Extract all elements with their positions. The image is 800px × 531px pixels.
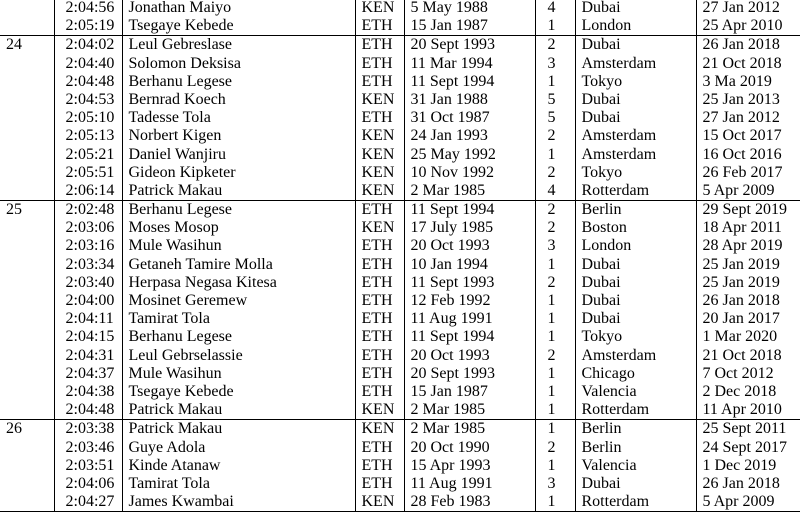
nationality-cell: ETH [355,475,404,493]
place-cell: 1 [535,401,575,420]
venue-cell: Amsterdam [575,146,696,164]
venue-cell: Tokyo [575,164,696,182]
age-group-cell [0,274,54,292]
age-group-cell [0,109,54,127]
birth-date-cell: 11 Sept 1994 [404,73,535,91]
place-cell: 4 [535,182,575,201]
race-date-cell: 2 Dec 2018 [696,383,800,401]
place-cell: 1 [535,73,575,91]
race-date-cell: 25 Sept 2011 [696,420,800,439]
finish-time-cell: 2:04:15 [54,328,122,346]
venue-cell: Dubai [575,256,696,274]
venue-cell: Amsterdam [575,55,696,73]
place-cell: 2 [535,439,575,457]
place-cell: 2 [535,36,575,55]
nationality-cell: ETH [355,256,404,274]
age-group-cell [0,475,54,493]
athlete-name-cell: Gideon Kipketer [122,164,355,182]
table-row [0,439,800,457]
place-cell: 1 [535,457,575,475]
venue-cell: Dubai [575,109,696,127]
race-date-cell: 25 Apr 2010 [696,17,800,36]
place-cell: 1 [535,17,575,36]
venue-cell: Berlin [575,201,696,220]
birth-date-cell: 20 Oct 1993 [404,237,535,255]
finish-time-cell: 2:03:16 [54,237,122,255]
venue-cell: Valencia [575,457,696,475]
finish-time-cell: 2:03:40 [54,274,122,292]
birth-date-cell: 11 Sept 1993 [404,274,535,292]
birth-date-cell: 20 Sept 1993 [404,36,535,55]
birth-date-cell: 17 July 1985 [404,219,535,237]
finish-time-cell: 2:02:48 [54,201,122,220]
place-cell: 1 [535,493,575,512]
finish-time-cell: 2:03:46 [54,439,122,457]
place-cell: 1 [535,328,575,346]
athlete-name-cell: Tamirat Tola [122,310,355,328]
birth-date-cell: 11 Aug 1991 [404,475,535,493]
nationality-cell: KEN [355,164,404,182]
age-group-cell: 26 [0,420,54,439]
nationality-cell: ETH [355,365,404,383]
finish-time-cell: 2:04:56 [54,0,122,17]
age-group-cell [0,219,54,237]
finish-time-cell: 2:06:14 [54,182,122,201]
nationality-cell: ETH [355,439,404,457]
place-cell: 1 [535,310,575,328]
table-row [0,17,800,36]
venue-cell: Boston [575,219,696,237]
race-date-cell: 26 Feb 2017 [696,164,800,182]
venue-cell: Dubai [575,91,696,109]
finish-time-cell: 2:04:02 [54,36,122,55]
place-cell: 1 [535,256,575,274]
table-row [0,146,800,164]
table-row [0,219,800,237]
athlete-name-cell: Patrick Makau [122,182,355,201]
age-group-cell: 25 [0,201,54,220]
birth-date-cell: 20 Sept 1993 [404,365,535,383]
athlete-name-cell: Tadesse Tola [122,109,355,127]
nationality-cell: ETH [355,274,404,292]
finish-time-cell: 2:05:13 [54,127,122,145]
race-date-cell: 3 Ma 2019 [696,73,800,91]
table-row [0,237,800,255]
place-cell: 3 [535,237,575,255]
place-cell: 3 [535,475,575,493]
athlete-name-cell: Mosinet Geremew [122,292,355,310]
nationality-cell: ETH [355,457,404,475]
race-date-cell: 15 Oct 2017 [696,127,800,145]
place-cell: 2 [535,219,575,237]
venue-cell: Amsterdam [575,127,696,145]
venue-cell: Chicago [575,365,696,383]
athlete-name-cell: Berhanu Legese [122,201,355,220]
table-row [0,256,800,274]
venue-cell: Amsterdam [575,347,696,365]
age-group-cell [0,17,54,36]
age-group-cell [0,493,54,512]
table-row [0,292,800,310]
finish-time-cell: 2:04:00 [54,292,122,310]
athlete-name-cell: Getaneh Tamire Molla [122,256,355,274]
table-row [0,493,800,512]
place-cell: 2 [535,274,575,292]
nationality-cell: KEN [355,182,404,201]
athlete-name-cell: Berhanu Legese [122,328,355,346]
table-row [0,73,800,91]
finish-time-cell: 2:04:37 [54,365,122,383]
age-group-cell [0,439,54,457]
finish-time-cell: 2:04:40 [54,55,122,73]
finish-time-cell: 2:03:06 [54,219,122,237]
birth-date-cell: 11 Mar 1994 [404,55,535,73]
finish-time-cell: 2:04:06 [54,475,122,493]
race-date-cell: 25 Jan 2019 [696,274,800,292]
athlete-name-cell: Herpasa Negasa Kitesa [122,274,355,292]
table-row [0,127,800,145]
race-date-cell: 5 Apr 2009 [696,182,800,201]
race-date-cell: 21 Oct 2018 [696,55,800,73]
place-cell: 1 [535,365,575,383]
place-cell: 1 [535,146,575,164]
athlete-name-cell: Guye Adola [122,439,355,457]
age-group-cell [0,292,54,310]
age-group-cell [0,256,54,274]
place-cell: 2 [535,201,575,220]
athlete-name-cell: Daniel Wanjiru [122,146,355,164]
venue-cell: Dubai [575,274,696,292]
race-date-cell: 27 Jan 2012 [696,109,800,127]
race-date-cell: 20 Jan 2017 [696,310,800,328]
place-cell: 1 [535,420,575,439]
age-group-cell [0,365,54,383]
race-date-cell: 11 Apr 2010 [696,401,800,420]
age-group-cell [0,55,54,73]
venue-cell: London [575,237,696,255]
table-row [0,201,800,220]
athlete-name-cell: James Kwambai [122,493,355,512]
age-group-cell [0,73,54,91]
nationality-cell: KEN [355,493,404,512]
table-row [0,36,800,55]
birth-date-cell: 11 Sept 1994 [404,201,535,220]
table-row [0,55,800,73]
venue-cell: Dubai [575,292,696,310]
venue-cell: Berlin [575,420,696,439]
age-group-cell [0,457,54,475]
nationality-cell: KEN [355,0,404,17]
table-row [0,164,800,182]
venue-cell: Dubai [575,310,696,328]
table-row [0,365,800,383]
nationality-cell: ETH [355,55,404,73]
table-row [0,310,800,328]
finish-time-cell: 2:04:48 [54,401,122,420]
birth-date-cell: 5 May 1988 [404,0,535,17]
table-row [0,91,800,109]
place-cell: 2 [535,127,575,145]
athlete-name-cell: Norbert Kigen [122,127,355,145]
birth-date-cell: 15 Apr 1993 [404,457,535,475]
race-date-cell: 28 Apr 2019 [696,237,800,255]
birth-date-cell: 11 Aug 1991 [404,310,535,328]
nationality-cell: KEN [355,146,404,164]
athlete-name-cell: Mule Wasihun [122,365,355,383]
birth-date-cell: 12 Feb 1992 [404,292,535,310]
race-date-cell: 24 Sept 2017 [696,439,800,457]
table-row [0,0,800,17]
finish-time-cell: 2:05:51 [54,164,122,182]
birth-date-cell: 20 Oct 1993 [404,347,535,365]
table-row [0,328,800,346]
nationality-cell: KEN [355,127,404,145]
finish-time-cell: 2:05:19 [54,17,122,36]
nationality-cell: ETH [355,17,404,36]
age-group-cell [0,401,54,420]
age-group-cell [0,328,54,346]
athlete-name-cell: Patrick Makau [122,420,355,439]
nationality-cell: ETH [355,201,404,220]
age-group-cell [0,347,54,365]
place-cell: 2 [535,347,575,365]
athlete-name-cell: Solomon Deksisa [122,55,355,73]
race-date-cell: 26 Jan 2018 [696,292,800,310]
birth-date-cell: 24 Jan 1993 [404,127,535,145]
finish-time-cell: 2:04:31 [54,347,122,365]
venue-cell: Dubai [575,0,696,17]
birth-date-cell: 25 May 1992 [404,146,535,164]
race-date-cell: 26 Jan 2018 [696,475,800,493]
nationality-cell: ETH [355,73,404,91]
venue-cell: Rotterdam [575,493,696,512]
finish-time-cell: 2:04:38 [54,383,122,401]
athlete-name-cell: Jonathan Maiyo [122,0,355,17]
finish-time-cell: 2:04:11 [54,310,122,328]
age-group-cell [0,310,54,328]
nationality-cell: KEN [355,91,404,109]
athlete-name-cell: Leul Gebrselassie [122,347,355,365]
finish-time-cell: 2:04:48 [54,73,122,91]
birth-date-cell: 31 Oct 1987 [404,109,535,127]
birth-date-cell: 20 Oct 1990 [404,439,535,457]
athlete-name-cell: Tamirat Tola [122,475,355,493]
table-row [0,347,800,365]
venue-cell: Dubai [575,475,696,493]
age-group-cell [0,237,54,255]
finish-time-cell: 2:04:53 [54,91,122,109]
finish-time-cell: 2:03:34 [54,256,122,274]
race-date-cell: 16 Oct 2016 [696,146,800,164]
age-group-cell [0,127,54,145]
age-group-cell: 24 [0,36,54,55]
birth-date-cell: 2 Mar 1985 [404,420,535,439]
race-date-cell: 1 Dec 2019 [696,457,800,475]
birth-date-cell: 11 Sept 1994 [404,328,535,346]
nationality-cell: ETH [355,347,404,365]
race-date-cell: 25 Jan 2019 [696,256,800,274]
athlete-name-cell: Tsegaye Kebede [122,17,355,36]
venue-cell: Dubai [575,36,696,55]
nationality-cell: ETH [355,109,404,127]
nationality-cell: ETH [355,36,404,55]
age-group-cell [0,146,54,164]
age-group-cell [0,0,54,17]
race-date-cell: 25 Jan 2013 [696,91,800,109]
athlete-name-cell: Kinde Atanaw [122,457,355,475]
birth-date-cell: 10 Jan 1994 [404,256,535,274]
race-date-cell: 1 Mar 2020 [696,328,800,346]
nationality-cell: ETH [355,292,404,310]
race-date-cell: 27 Jan 2012 [696,0,800,17]
table-row [0,182,800,201]
age-group-cell [0,164,54,182]
table-row [0,475,800,493]
venue-cell: Tokyo [575,73,696,91]
place-cell: 2 [535,164,575,182]
athlete-name-cell: Tsegaye Kebede [122,383,355,401]
finish-time-cell: 2:05:21 [54,146,122,164]
race-date-cell: 21 Oct 2018 [696,347,800,365]
place-cell: 1 [535,292,575,310]
finish-time-cell: 2:03:38 [54,420,122,439]
athlete-name-cell: Patrick Makau [122,401,355,420]
nationality-cell: ETH [355,383,404,401]
venue-cell: Rotterdam [575,182,696,201]
athlete-name-cell: Mule Wasihun [122,237,355,255]
finish-time-cell: 2:03:51 [54,457,122,475]
nationality-cell: ETH [355,237,404,255]
nationality-cell: KEN [355,420,404,439]
venue-cell: London [575,17,696,36]
nationality-cell: KEN [355,219,404,237]
race-date-cell: 7 Oct 2012 [696,365,800,383]
birth-date-cell: 2 Mar 1985 [404,182,535,201]
race-date-cell: 29 Sept 2019 [696,201,800,220]
birth-date-cell: 28 Feb 1983 [404,493,535,512]
age-group-cell [0,182,54,201]
place-cell: 4 [535,0,575,17]
nationality-cell: ETH [355,310,404,328]
place-cell: 3 [535,55,575,73]
venue-cell: Tokyo [575,328,696,346]
birth-date-cell: 2 Mar 1985 [404,401,535,420]
finish-time-cell: 2:04:27 [54,493,122,512]
table-row [0,274,800,292]
birth-date-cell: 15 Jan 1987 [404,383,535,401]
birth-date-cell: 10 Nov 1992 [404,164,535,182]
race-date-cell: 18 Apr 2011 [696,219,800,237]
table-row [0,457,800,475]
table-row [0,383,800,401]
nationality-cell: ETH [355,328,404,346]
venue-cell: Berlin [575,439,696,457]
place-cell: 5 [535,109,575,127]
athlete-name-cell: Bernrad Koech [122,91,355,109]
table-row [0,420,800,439]
athlete-name-cell: Moses Mosop [122,219,355,237]
nationality-cell: KEN [355,401,404,420]
race-date-cell: 5 Apr 2009 [696,493,800,512]
race-date-cell: 26 Jan 2018 [696,36,800,55]
table-row [0,109,800,127]
venue-cell: Valencia [575,383,696,401]
venue-cell: Rotterdam [575,401,696,420]
age-group-cell [0,91,54,109]
table-row [0,401,800,420]
birth-date-cell: 15 Jan 1987 [404,17,535,36]
birth-date-cell: 31 Jan 1988 [404,91,535,109]
place-cell: 5 [535,91,575,109]
place-cell: 1 [535,383,575,401]
athlete-name-cell: Berhanu Legese [122,73,355,91]
age-group-cell [0,383,54,401]
finish-time-cell: 2:05:10 [54,109,122,127]
athlete-name-cell: Leul Gebreslase [122,36,355,55]
